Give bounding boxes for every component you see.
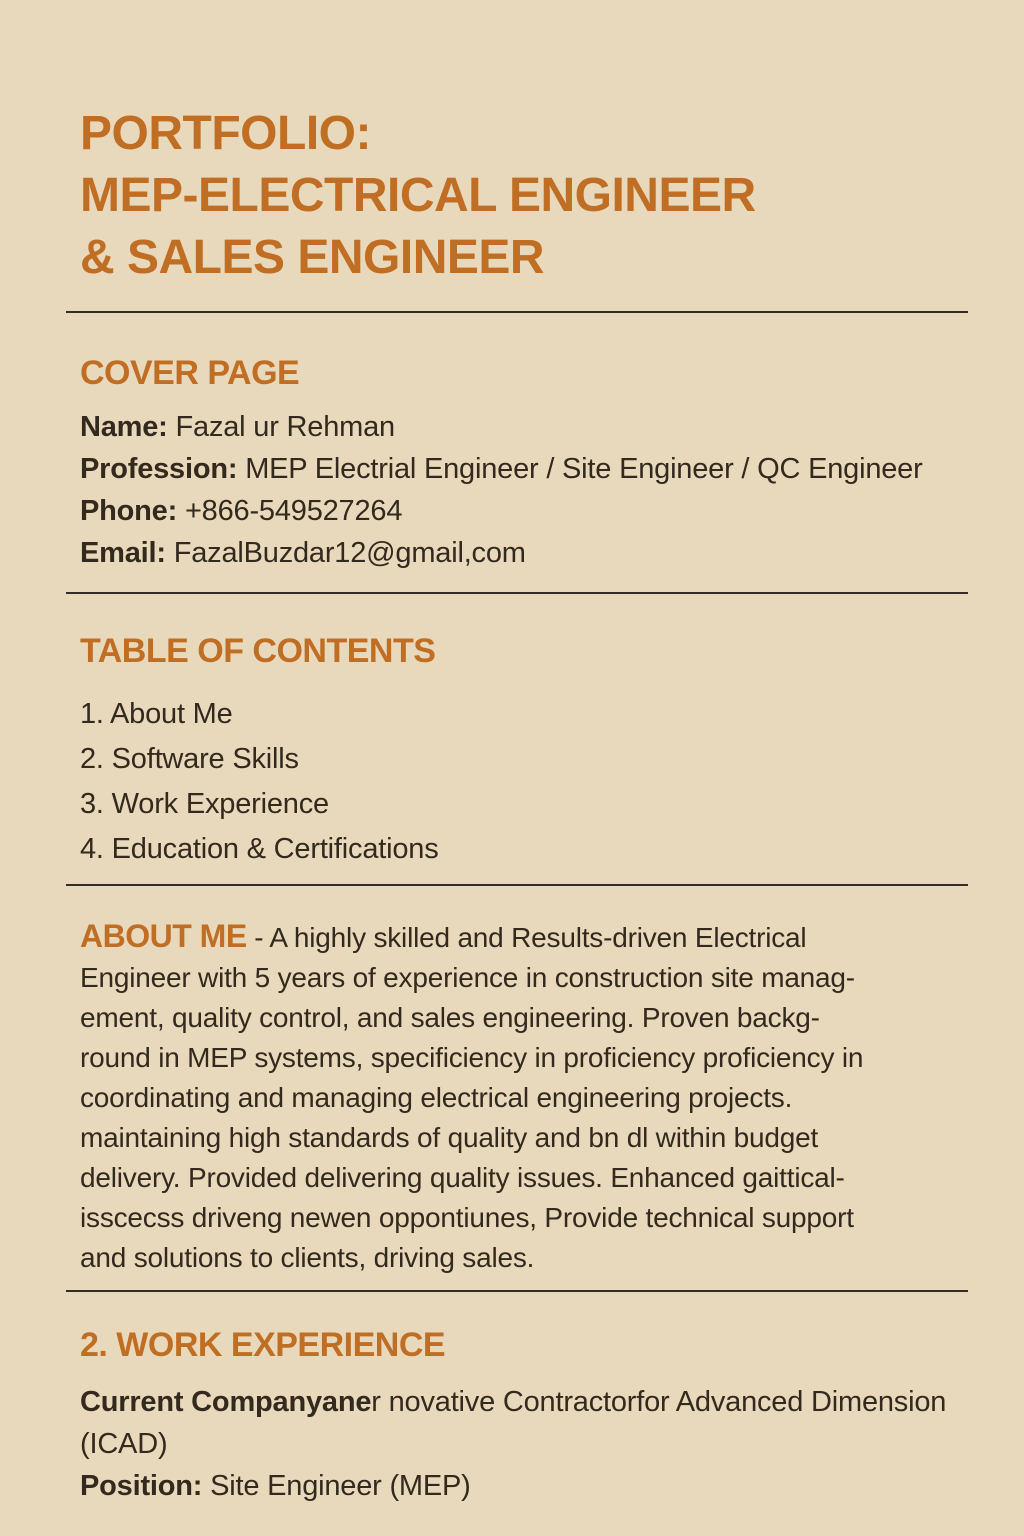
cover-page-fields — [80, 406, 1014, 574]
current-company-value: r novative Contractorfor Advanced Dimension (ICAD) — [80, 1386, 947, 1460]
about-me-separator: - — [246, 922, 270, 953]
divider — [66, 311, 968, 313]
phone-label: Phone: — [80, 495, 178, 527]
cover-page-heading: COVER PAGE — [80, 354, 300, 392]
table-of-contents-list — [80, 692, 1014, 872]
email-value: FazalBuzdar12@gmail,com — [173, 537, 526, 569]
toc-item-work-experience: 3. Work Experience — [80, 788, 329, 820]
position-label: Position: — [80, 1470, 203, 1502]
about-me-line: coordinating and managing electrical engineering projects. — [80, 1082, 793, 1113]
current-company-label: Current Companyane — [80, 1386, 372, 1418]
position-value: Site Engineer (MEP) — [210, 1470, 471, 1502]
about-me-text: A highly skilled and Results-driven Electrical — [269, 922, 807, 953]
page-title-line-1: PORTFOLIO: — [80, 107, 371, 160]
about-me-line: Engineer with 5 years of experience in construction site manag- — [80, 962, 855, 993]
email-label: Email: — [80, 537, 166, 569]
about-me-line: ement, quality control, and sales engineering. Proven backg- — [80, 1002, 820, 1033]
profession-value: MEP Electrial Engineer / Site Engineer / QC Engineer — [245, 453, 923, 485]
position-field — [80, 1465, 1014, 1507]
about-me-line: round in MEP systems, specificiency in proficiency proficiency in — [80, 1042, 864, 1073]
page-title — [80, 103, 1014, 289]
page-title-line-2: MEP-ELECTRICAL ENGINEER — [80, 169, 756, 222]
page-title-line-3: & SALES ENGINEER — [80, 231, 545, 284]
about-me-line: and solutions to clients, driving sales. — [80, 1242, 535, 1273]
phone-value: +866-549527264 — [184, 495, 403, 527]
email-field — [80, 532, 1014, 574]
table-of-contents-heading: TABLE OF CONTENTS — [80, 632, 436, 670]
about-me-line: delivery. Provided delivering quality issues. Enhanced gaittical- — [80, 1162, 845, 1193]
divider — [66, 592, 968, 594]
about-me-line: isscecss driveng newen oppontiunes, Provide technical support — [80, 1202, 854, 1233]
divider — [66, 884, 968, 886]
about-me-line: maintaining high standards of quality and bn dl within budget — [80, 1122, 819, 1153]
name-field — [80, 406, 1014, 448]
current-company-field — [80, 1381, 980, 1465]
name-value: Fazal ur Rehman — [175, 411, 395, 443]
about-me-section — [80, 916, 1014, 1278]
profession-field — [80, 448, 1014, 490]
phone-field — [80, 490, 1014, 532]
name-label: Name: — [80, 411, 168, 443]
about-me-line — [80, 916, 1014, 958]
divider — [66, 1290, 968, 1292]
toc-item-software-skills: 2. Software Skills — [80, 743, 299, 775]
profession-label: Profession: — [80, 453, 238, 485]
toc-item-education-certifications: 4. Education & Certifications — [80, 833, 439, 865]
about-me-heading: ABOUT ME — [80, 918, 247, 954]
work-experience-heading: 2. WORK EXPERIENCE — [80, 1326, 446, 1364]
toc-item-about-me: 1. About Me — [80, 698, 233, 730]
